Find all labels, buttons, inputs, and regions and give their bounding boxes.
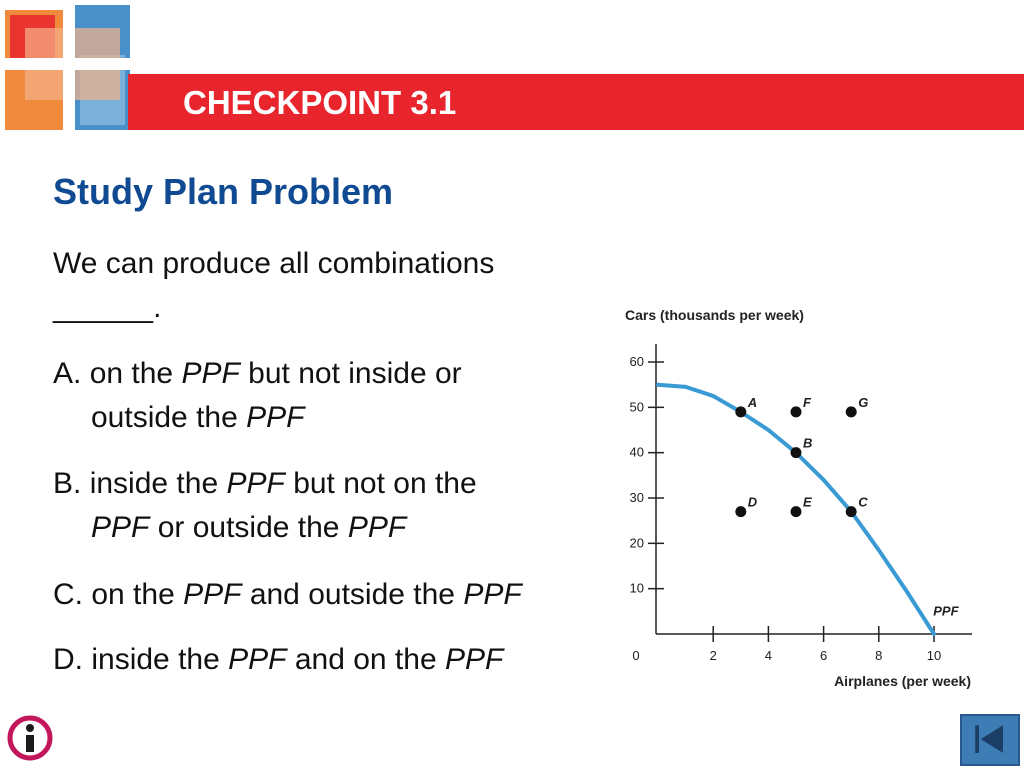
option-line-2 — [53, 396, 462, 440]
option-text-ppf: PPF — [347, 511, 407, 544]
y-axis-title: Cars (thousands per week) — [625, 307, 804, 323]
point-f — [791, 406, 802, 417]
option-text-ppf: PPF — [228, 643, 287, 676]
problem-title: Study Plan Problem — [53, 171, 394, 212]
point-b — [791, 447, 802, 458]
y-tick-label: 50 — [629, 399, 644, 415]
option-text-ppf: PPF — [91, 511, 150, 544]
x-tick-label: 0 — [632, 648, 640, 663]
point-e — [791, 506, 802, 517]
point-label: E — [803, 494, 812, 510]
option-letter: D. — [53, 643, 83, 676]
option-text-ppf: PPF — [463, 578, 522, 611]
option-text-ppf: PPF — [444, 643, 504, 676]
option-letter: B. — [53, 467, 82, 500]
option-text: but not on the — [293, 467, 477, 500]
option-text-ppf: PPF — [181, 357, 240, 390]
option-c[interactable] — [53, 573, 522, 617]
option-letter: C. — [53, 578, 83, 611]
skip-back-icon — [962, 716, 1018, 764]
option-letter: A. — [53, 357, 82, 390]
x-tick-label: 8 — [875, 648, 883, 663]
option-text: but not inside or — [248, 357, 462, 390]
back-button[interactable] — [960, 714, 1020, 766]
y-tick-label: 60 — [629, 354, 644, 369]
point-label: G — [858, 394, 869, 410]
point-d — [735, 506, 746, 517]
option-text-ppf: PPF — [226, 467, 285, 500]
y-tick-label: 30 — [629, 490, 644, 505]
point-label: A — [747, 394, 758, 410]
option-text: inside the — [91, 643, 220, 676]
option-a[interactable] — [53, 352, 462, 440]
checkpoint-banner — [128, 74, 1024, 130]
point-label: F — [803, 394, 811, 410]
ppf-curve-label: PPF — [933, 603, 959, 619]
checkpoint-title: CHECKPOINT 3.1 — [183, 84, 457, 121]
option-text: on the — [89, 357, 174, 390]
x-tick-label: 6 — [819, 648, 828, 663]
option-text-ppf: PPF — [183, 578, 242, 611]
x-tick-label: 4 — [764, 648, 773, 663]
y-tick-label: 10 — [629, 580, 644, 596]
point-c — [846, 506, 857, 517]
publisher-logo — [0, 0, 140, 135]
option-text: outside the — [91, 401, 238, 434]
point-g — [846, 406, 857, 417]
x-tick-label: 10 — [926, 648, 942, 663]
option-text-ppf: PPF — [246, 401, 305, 434]
option-line-2 — [53, 506, 477, 550]
ppf-chart — [600, 298, 1000, 698]
option-d[interactable] — [53, 638, 503, 682]
info-button[interactable] — [6, 714, 56, 762]
option-text: and outside the — [249, 578, 455, 611]
option-text: and on the — [294, 643, 437, 676]
option-b[interactable] — [53, 462, 477, 550]
option-text: or outside the — [157, 511, 340, 544]
option-text: on the — [91, 578, 175, 611]
y-tick-label: 40 — [629, 444, 644, 460]
x-tick-label: 2 — [709, 648, 717, 663]
y-tick-label: 20 — [629, 535, 644, 551]
point-a — [735, 406, 746, 417]
point-label: C — [858, 494, 868, 510]
x-axis-title: Airplanes (per week) — [834, 673, 971, 689]
point-label: B — [803, 435, 813, 451]
question-text: We can produce all combinations ______. — [53, 247, 495, 324]
point-label: D — [747, 494, 758, 510]
option-text: inside the — [89, 467, 219, 500]
